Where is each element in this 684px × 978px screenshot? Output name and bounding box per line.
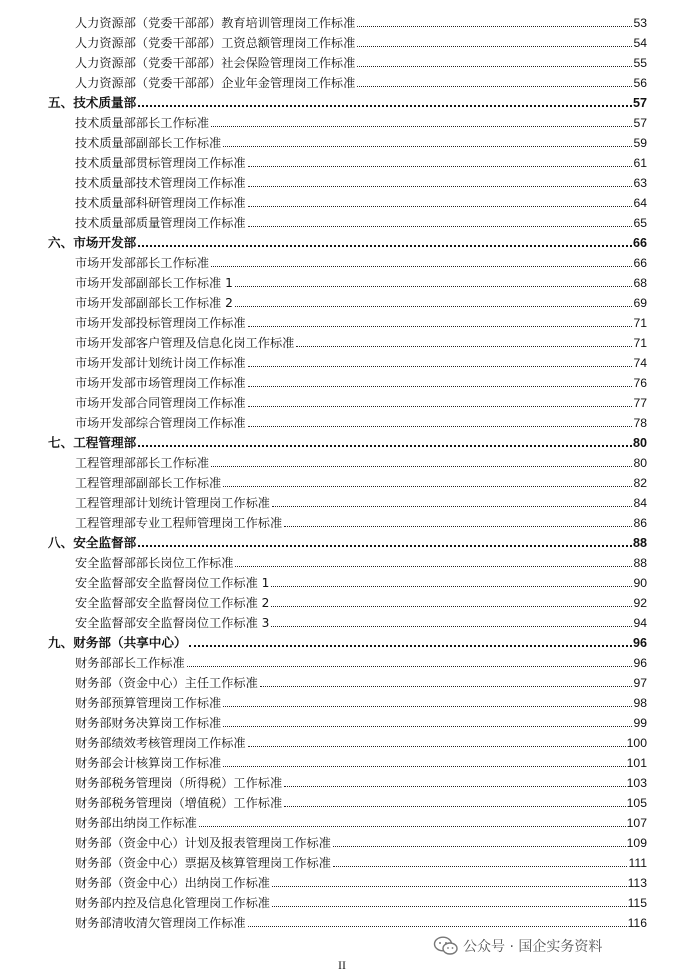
toc-entry-page: 80 [633,456,647,470]
toc-entry-title: 七、工程管理部 [48,435,137,450]
dot-leader [271,586,632,587]
dot-leader [248,186,633,187]
toc-entry-page: 65 [633,216,647,230]
toc-entry-page: 105 [626,796,647,810]
toc-entry-page: 92 [633,596,647,610]
toc-entry-title: 技术质量部贯标管理岗工作标准 [75,156,246,170]
toc-entry-page: 90 [633,576,647,590]
dot-leader [189,645,632,647]
dot-leader [223,486,632,487]
toc-entry[interactable] [0,110,684,130]
toc-entry-title: 财务部（资金中心）票据及核算管理岗工作标准 [75,856,331,870]
toc-entry-page: 82 [633,476,647,490]
toc-entry-page: 66 [632,236,647,250]
toc-entry-title: 财务部税务管理岗（所得税）工作标准 [75,776,283,790]
page-number: II [338,958,346,972]
toc-entry[interactable] [0,330,684,350]
toc-entry-title: 人力资源部（党委干部部）企业年金管理岗工作标准 [75,76,356,90]
toc-entry-page: 66 [633,256,647,270]
toc-entry-page: 76 [633,376,647,390]
toc-entry-title: 财务部出纳岗工作标准 [75,816,197,830]
dot-leader [272,506,632,507]
toc-entry[interactable] [0,850,684,870]
dot-leader [138,445,632,447]
toc-entry[interactable] [0,870,684,890]
toc-entry[interactable] [0,610,684,630]
dot-leader [235,566,632,567]
toc-section-entry[interactable] [0,630,684,650]
toc-entry-page: 100 [626,736,647,750]
toc-entry-title: 安全监督部安全监督岗位工作标准 1 [75,576,270,590]
toc-entry-title: 安全监督部安全监督岗位工作标准 3 [75,616,270,630]
dot-leader [284,526,632,527]
toc-entry[interactable] [0,770,684,790]
toc-entry-title: 市场开发部计划统计岗工作标准 [75,356,246,370]
toc-entry[interactable] [0,830,684,850]
toc-entry-page: 97 [633,676,647,690]
toc-entry-page: 56 [633,76,647,90]
toc-entry-title: 工程管理部专业工程师管理岗工作标准 [75,516,283,530]
toc-entry-page: 98 [633,696,647,710]
toc-entry[interactable] [0,270,684,290]
toc-entry-page: 116 [627,916,647,930]
dot-leader [248,426,633,427]
toc-entry-page: 57 [632,96,647,110]
toc-entry[interactable] [0,750,684,770]
toc-entry[interactable] [0,170,684,190]
toc-entry[interactable] [0,410,684,430]
dot-leader [248,386,633,387]
toc-entry[interactable] [0,710,684,730]
toc-entry[interactable] [0,50,684,70]
dot-leader [138,105,632,107]
toc-entry-page: 96 [633,656,647,670]
dot-leader [296,346,632,347]
toc-entry[interactable] [0,550,684,570]
dot-leader [199,826,626,827]
toc-entry[interactable] [0,150,684,170]
toc-entry[interactable] [0,310,684,330]
toc-entry[interactable] [0,450,684,470]
dot-leader [138,245,632,247]
toc-entry[interactable] [0,210,684,230]
toc-entry-page: 63 [633,176,647,190]
toc-entry-page: 107 [626,816,647,830]
wechat-icon [433,936,459,956]
watermark-text: 公众号 · 国企实务资料 [463,939,603,955]
dot-leader [248,206,633,207]
watermark [433,936,602,956]
toc-entry-title: 人力资源部（党委干部部）工资总额管理岗工作标准 [75,36,356,50]
toc-entry-title: 工程管理部部长工作标准 [75,456,210,470]
toc-section-entry[interactable] [0,530,684,550]
toc-entry-page: 59 [633,136,647,150]
toc-entry[interactable] [0,70,684,90]
toc-entry-title: 市场开发部部长工作标准 [75,256,210,270]
toc-entry-page: 69 [633,296,647,310]
toc-entry-title: 财务部部长工作标准 [75,656,185,670]
toc-entry-title: 人力资源部（党委干部部）教育培训管理岗工作标准 [75,16,356,30]
toc-entry[interactable] [0,690,684,710]
dot-leader [248,326,633,327]
toc-entry[interactable] [0,10,684,30]
dot-leader [272,886,627,887]
dot-leader [211,266,632,267]
toc-entry-title: 市场开发部合同管理岗工作标准 [75,396,246,410]
toc-entry[interactable] [0,370,684,390]
dot-leader [211,126,632,127]
toc-entry-title: 市场开发部副部长工作标准 2 [75,296,233,310]
toc-entry[interactable] [0,290,684,310]
toc-entry-page: 84 [633,496,647,510]
toc-entry-title: 财务部（资金中心）出纳岗工作标准 [75,876,270,890]
toc-entry-page: 111 [628,856,647,870]
toc-entry[interactable] [0,190,684,210]
toc-entry-title: 市场开发部综合管理岗工作标准 [75,416,246,430]
dot-leader [211,466,632,467]
dot-leader [333,866,628,867]
dot-leader [223,726,632,727]
toc-entry[interactable] [0,30,684,50]
dot-leader [223,146,632,147]
toc-entry[interactable] [0,470,684,490]
toc-entry-page: 115 [627,896,647,910]
toc-entry[interactable] [0,590,684,610]
toc-entry-title: 财务部预算管理岗工作标准 [75,696,222,710]
toc-entry-title: 财务部财务决算岗工作标准 [75,716,222,730]
toc-entry-page: 74 [633,356,647,370]
toc-entry-page: 86 [633,516,647,530]
dot-leader [284,806,625,807]
toc-entry-page: 80 [632,436,647,450]
toc-entry-title: 市场开发部市场管理岗工作标准 [75,376,246,390]
toc-section-entry[interactable] [0,430,684,450]
toc-entry-page: 53 [633,16,647,30]
dot-leader [357,86,632,87]
toc-section-entry[interactable] [0,230,684,250]
table-of-contents [0,10,684,930]
toc-entry[interactable] [0,490,684,510]
toc-entry-title: 五、技术质量部 [48,95,137,110]
toc-entry-title: 安全监督部安全监督岗位工作标准 2 [75,596,270,610]
toc-entry-page: 101 [626,756,647,770]
dot-leader [235,286,633,287]
toc-entry-title: 市场开发部客户管理及信息化岗工作标准 [75,336,295,350]
toc-entry-title: 财务部绩效考核管理岗工作标准 [75,736,246,750]
dot-leader [248,406,633,407]
toc-entry-title: 财务部（资金中心）计划及报表管理岗工作标准 [75,836,331,850]
dot-leader [357,26,632,27]
dot-leader [223,766,625,767]
toc-entry-title: 技术质量部质量管理岗工作标准 [75,216,246,230]
toc-entry-title: 人力资源部（党委干部部）社会保险管理岗工作标准 [75,56,356,70]
dot-leader [235,306,633,307]
toc-entry-title: 九、财务部（共享中心） [48,635,187,650]
toc-entry[interactable] [0,250,684,270]
toc-entry-title: 安全监督部部长岗位工作标准 [75,556,234,570]
toc-entry-title: 工程管理部副部长工作标准 [75,476,222,490]
toc-entry-title: 技术质量部副部长工作标准 [75,136,222,150]
toc-entry[interactable] [0,570,684,590]
toc-section-entry[interactable] [0,90,684,110]
dot-leader [248,366,633,367]
dot-leader [284,786,625,787]
toc-entry-page: 57 [633,116,647,130]
toc-entry-page: 96 [632,636,647,650]
dot-leader [248,746,626,747]
dot-leader [357,46,632,47]
toc-entry[interactable] [0,890,684,910]
dot-leader [248,926,627,927]
toc-entry-page: 77 [633,396,647,410]
toc-entry-page: 54 [633,36,647,50]
toc-entry-page: 88 [633,556,647,570]
toc-entry-page: 55 [633,56,647,70]
toc-entry-page: 78 [633,416,647,430]
toc-entry-page: 113 [627,876,647,890]
dot-leader [271,606,632,607]
toc-entry-page: 103 [626,776,647,790]
toc-entry[interactable] [0,910,684,930]
dot-leader [357,66,632,67]
toc-entry-title: 技术质量部部长工作标准 [75,116,210,130]
dot-leader [272,906,627,907]
toc-entry-title: 八、安全监督部 [48,535,137,550]
dot-leader [248,166,633,167]
toc-entry[interactable] [0,130,684,150]
toc-entry-title: 财务部清收清欠管理岗工作标准 [75,916,246,930]
toc-entry-page: 61 [633,156,647,170]
toc-entry[interactable] [0,790,684,810]
dot-leader [248,226,633,227]
toc-entry-title: 六、市场开发部 [48,235,137,250]
toc-entry-title: 工程管理部计划统计管理岗工作标准 [75,496,270,510]
toc-entry[interactable] [0,510,684,530]
dot-leader [333,846,626,847]
toc-entry-title: 技术质量部技术管理岗工作标准 [75,176,246,190]
dot-leader [271,626,632,627]
toc-entry-title: 技术质量部科研管理岗工作标准 [75,196,246,210]
toc-entry[interactable] [0,390,684,410]
toc-entry-title: 财务部税务管理岗（增值税）工作标准 [75,796,283,810]
dot-leader [138,545,632,547]
toc-entry-title: 财务部会计核算岗工作标准 [75,756,222,770]
toc-entry-page: 109 [626,836,647,850]
toc-entry[interactable] [0,730,684,750]
toc-entry-page: 68 [633,276,647,290]
toc-entry-page: 99 [633,716,647,730]
toc-entry-page: 94 [633,616,647,630]
toc-entry-title: 市场开发部投标管理岗工作标准 [75,316,246,330]
toc-entry-page: 71 [633,336,647,350]
toc-entry-page: 71 [633,316,647,330]
toc-entry[interactable] [0,350,684,370]
toc-entry[interactable] [0,810,684,830]
toc-entry-title: 财务部内控及信息化管理岗工作标准 [75,896,270,910]
toc-entry-page: 64 [633,196,647,210]
dot-leader [187,666,633,667]
toc-entry-title: 市场开发部副部长工作标准 1 [75,276,233,290]
toc-entry[interactable] [0,670,684,690]
dot-leader [223,706,632,707]
toc-entry[interactable] [0,650,684,670]
dot-leader [260,686,633,687]
toc-entry-page: 88 [632,536,647,550]
toc-entry-title: 财务部（资金中心）主任工作标准 [75,676,258,690]
